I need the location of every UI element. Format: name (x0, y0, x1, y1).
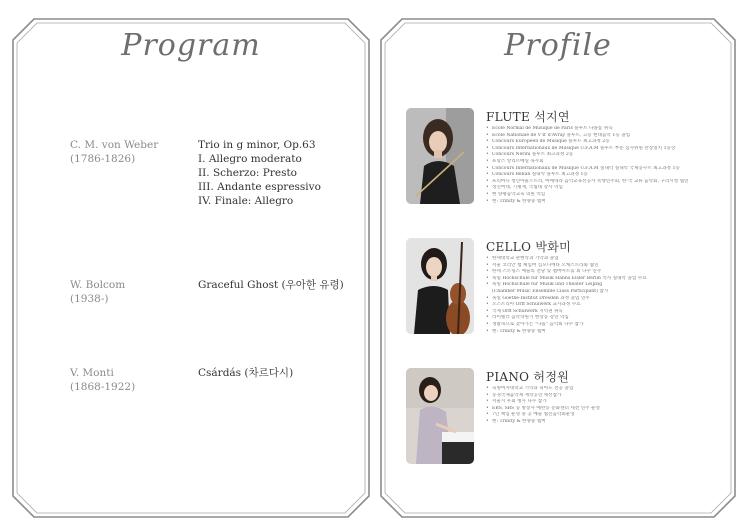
cv-item: • 현: Trinity & 한양중 멤버 (486, 198, 546, 204)
cv-item: • Ecole Normal de Musique de Paris 플루트 다플롬 취득 (486, 126, 613, 131)
performer-cello (406, 238, 726, 338)
performer-cv (486, 126, 721, 205)
cv-item: • 현: Trinity & 한양중 멤버 (486, 418, 546, 424)
profile-title: Profile (504, 28, 612, 63)
performer-cv (486, 386, 721, 426)
cv-item: • 동경국제음악제 재학공연 세선참가 (486, 392, 562, 398)
performer-cv (486, 256, 721, 335)
cv-item: • 7년 책임 운영 중 공 예술 협진음악회운영 (486, 412, 575, 418)
composer-name: W. Bolcom (1938-) (70, 279, 126, 305)
cv-item: • Concours Internationaux de Musique U.F.A.M 플루트 부문 심사위원 만장일치 1등상 (486, 145, 676, 151)
performer-heading: PIANO 허정원 (486, 370, 570, 384)
cellist-photo (406, 238, 474, 334)
cv-item: • 서울시 우회 병사 다수 참가 (486, 399, 547, 405)
cv-item: • 프리마디 청년아울스트라, 마에테라 음악교육선공사 복행연주회, 한·국 교류 음악회, 구리시청 협연 (486, 178, 689, 184)
cv-item: • Concours Internationaux de Musique U.F.A.M 실내악 실내악 국제콩쿠르 최고과정 1등 (486, 165, 680, 171)
cv-item: • 독일 Hochschule für Musik Hanns Eisler Berlin 석사 실내악 졸업 수료 (486, 275, 647, 281)
cv-item: • 프랑스 앙리르메일 독주회 (486, 158, 544, 164)
composer-name: C. M. von Weber (1786-1826) (70, 139, 159, 165)
cv-item: • Ecole Nationale de V'Ir d'Avray 플루트, 고등 현대음악 1등 졸업 (486, 132, 631, 138)
program-panel (12, 18, 370, 518)
performer-heading: FLUTE 석지연 (486, 110, 570, 124)
cv-item: • Concours Européen de Musique 플루트 최고과정 2등 (486, 139, 610, 145)
cv-item: • 생활속으로 찾아가는 "나눔" 음악회 다수 참가 (486, 321, 584, 327)
performer-piano (406, 368, 726, 468)
profile-panel (380, 18, 736, 518)
cv-item: • 현 양평음악교육 의원 역임 (486, 191, 546, 197)
cv-item: • 숙명여자대학교 기악과 피아노 전공 졸업 (486, 386, 574, 391)
flutist-photo (406, 108, 474, 204)
cv-item: • 국제 Orff Schulwerk 지역권 취득 (486, 308, 563, 314)
cv-item: • 한세 스트링스 예술의 전당 및 챔버아트홀 외 다수 연주 (486, 269, 602, 275)
program-title: Program (121, 28, 261, 63)
cv-item: • 한세대학교 관현악과 기악과 졸업 (486, 256, 559, 261)
cv-item: • Concours Nerini 플루트 최고과정 2등 (486, 152, 574, 158)
cv-item: • 독일 Goethe-Institut Dresden 과정 졸업 연주 (486, 295, 590, 301)
piece-title: Trio in g minor, Op.63 I. Allegro moderato II. Scherzo: Presto III. Andante espressivo IV. Finale: Allegro (198, 139, 321, 207)
piece-title: Graceful Ghost (우아한 유령) (198, 279, 344, 291)
cv-item: • 오스트리아 Orff Schulwerk 교사과정 수료 (486, 302, 581, 308)
performer-flute (406, 108, 726, 208)
program-frame (12, 18, 370, 518)
cv-item: • 라이텔러 음악학원기 현장동 강연 역임 (486, 315, 569, 321)
composer-name: V. Monti (1868-1922) (70, 367, 136, 393)
cv-item: • Concours Bellan 실내악 플루트 최고과정 1등 (486, 172, 588, 178)
cv-item: • 독일 Hochschule für Musik und Theater Leipzig (486, 282, 603, 288)
cv-item: (Chamber Music Ensemble Class Participant) 참가 (492, 288, 609, 294)
pianist-photo (406, 368, 474, 464)
cv-item: • 현: Trinity & 한양중 멤버 (486, 328, 546, 334)
cv-item: • 성신여대, 기평재, 국립대 강사 역임 (486, 185, 563, 191)
piece-title: Csárdás (차르다시) (198, 367, 294, 379)
performer-heading: CELLO 박화미 (486, 240, 572, 254)
cv-item: • EBS, SBS 등 방송사 애완동 문화센터 세션 연주 운영 (486, 405, 600, 411)
cv-item: • 서울 코리안 챔 체임버 심포니에타 오케스트라와 협연 (486, 262, 599, 268)
